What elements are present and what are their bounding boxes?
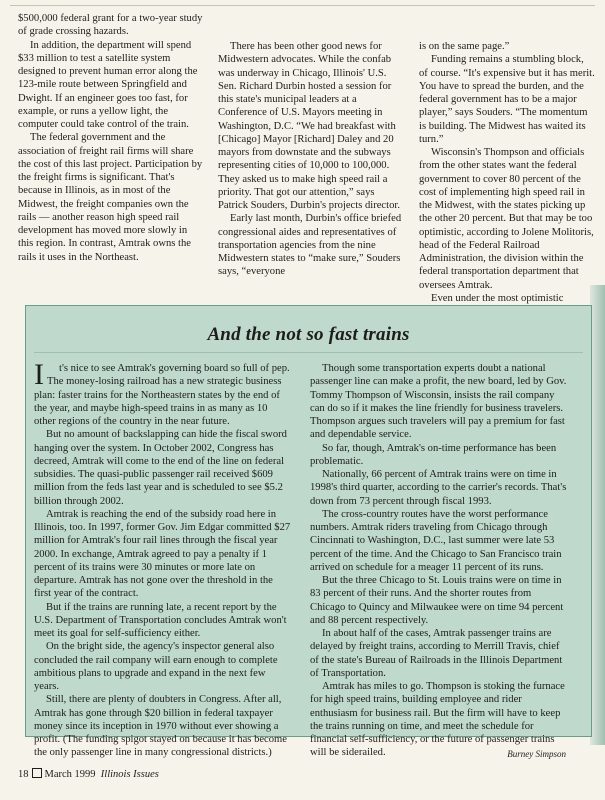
paragraph: The cross-country routes have the worst performance numbers. Amtrak riders traveling from Chicago through Cincinnati to Washington, D.C., last summer were late 53 percent of the time. And the Chicago to San Francisco train arrived on schedule for a meager 11 percent of its runs. xyxy=(310,508,562,573)
square-bullet-icon xyxy=(32,768,42,778)
paragraph: In about half of the cases, Amtrak passenger trains are delayed by freight trains, according to Merrill Travis, chief of the state's Bureau of Railroads in the Illinois Department of Transportation. xyxy=(310,628,563,679)
sidebar-title: And the not so fast trains xyxy=(207,324,410,345)
paragraph: Funding remains a stumbling block, of course. “It's expensive but it has merit. You have to spread the burden, and the federal government has to be a major player,” says Souders. “The momentum is building. The Midwest has waited its turn.” xyxy=(419,54,595,145)
paragraph: Still, there are plenty of doubters in Congress. After all, Amtrak has gone through $20 billion in federal taxpayer money since its inception in 1970 without ever showing a profit. (The funding spigot stayed on because it has become the only passenger line in many congressional districts.) xyxy=(34,694,288,759)
paragraph: Early last month, Durbin's office briefed congressional aides and representatives of transportation agencies from the nine Midwestern states to “make sure,” Souders says, “everyone xyxy=(218,213,402,278)
paragraph: But if the trains are running late, a recent report by the U.S. Department of Transportation concludes Amtrak won't meet its goal for self-sufficiency either. xyxy=(34,601,287,639)
paragraph: is on the same page.” xyxy=(419,41,510,52)
sidebar-divider xyxy=(34,352,583,353)
paragraph xyxy=(34,358,291,428)
drop-cap: I xyxy=(34,358,44,391)
article-column-2 xyxy=(218,40,404,279)
paragraph: Though some transportation experts doubt a national passenger line can make a profit, the new board, led by Gov. Tommy Thompson of Wisconsin, insists the rail company can do so if it makes the line friendly for business travelers. Thompson argues such travelers will pay a premium for fast and dependable service. xyxy=(310,363,567,441)
paragraph: So far, though, Amtrak's on-time performance has been problematic. xyxy=(310,442,557,467)
paragraph: Amtrak is reaching the end of the subsidy road here in Illinois, too. In 1997, former Gov. Jim Edgar committed $27 million for Amtrak's four rail lines through the fiscal year 2000. In exchange, Amtrak agreed to pay a penalty if 1 percent of its trains were 30 minutes or more late on departure. Amtrak has not gone over the threshold in the first year of the contract. xyxy=(34,508,291,600)
paragraph: On the bright side, the agency's inspector general also concluded the rail company will earn enough to complete ambitious plans to upgrade and expand in the next few years. xyxy=(34,641,278,692)
paragraph: Amtrak has miles to go. Thompson is stoking the furnace for high speed trains, building employee and rider enthusiasm for business rail. But the firm will have to keep the trains running on time, and meet the schedule for financial self-sufficiency, or the future of passenger trains will be siderailed. xyxy=(310,681,565,759)
paragraph-text: t's nice to see Amtrak's governing board so full of pep. The money-losing railroad has a new strategic business plan: faster trains for the Northeastern states by the end of the year, and maybe high-speed trains in as many as 10 other regions of the country in the near future. xyxy=(34,363,290,427)
page-footer xyxy=(18,768,159,780)
paragraph: There has been other good news for Midwestern advocates. While the confab was underway in Chicago, Illinois' U.S. Sen. Richard Durbin hosted a session for this state's municipal leaders at a Conference of U.S. Mayors meeting in Washington, D.C. “We had breakfast with [Chicago] Mayor [Richard] Daley and 20 mayors from downstate and the subways representing cities of 10,000 to 100,000. They asked us to make high speed rail a priority. That got our attention,” says Patrick Souders, Durbin's projects director. xyxy=(218,41,400,211)
paragraph: But the three Chicago to St. Louis trains were on time in 83 percent of their runs. And the shorter routes from Chicago to Quincy and Milwaukee were on time 94 percent and 88 percent respectively. xyxy=(310,575,564,626)
paragraph: Wisconsin's Thompson and officials from the other states want the federal government to cover 80 percent of the cost of implementing high speed rail in the Midwest, with the states picking up the other 20 percent. But that may be too optimistic, according to Jolene Molitoris, head of the Federal Railroad Administration, the division within the federal transportation department that oversees Amtrak. xyxy=(419,147,594,291)
issue-date: March 1999 xyxy=(44,769,96,780)
sidebar-column-2 xyxy=(310,362,568,761)
paragraph: Nationally, 66 percent of Amtrak trains were on time in 1998's third quarter, according to the carrier's records. That's down from 73 percent through fiscal 1993. xyxy=(310,469,567,507)
article-column-1 xyxy=(18,12,203,264)
paragraph: Even under the most optimistic xyxy=(431,292,564,304)
paragraph: In addition, the department will spend $33 million to test a satellite system designed to prevent human error along the 123-mile route between Springfield and Dwight. If an engineer goes too fast, for example, or runs a yellow light, the computer could take control of the train. xyxy=(18,39,198,130)
publication-name: Illinois Issues xyxy=(100,769,159,780)
paragraph: The federal government and the association of freight rail firms will share the cost of this last project. Participation by the freight firms is significant. That's because in Illinois, as in most of the Midwest, the freight companies own the rails — another reason high speed rail development has moved more slowly in this region. In contrast, Amtrak owns the rails it uses in the Northeast. xyxy=(18,132,203,263)
sidebar-box xyxy=(25,305,592,759)
paragraph: $500,000 federal grant for a two-year study of grade crossing hazards. xyxy=(18,13,203,38)
page-number: 18 xyxy=(18,769,29,780)
sidebar-column-1 xyxy=(34,358,291,760)
author-credit: Burney Simpson xyxy=(507,748,566,759)
page-edge-shadow xyxy=(590,285,605,745)
top-rule xyxy=(10,5,595,6)
paragraph: But no amount of backslapping can hide the fiscal sword hanging over the system. In October 2002, Congress has decreed, Amtrak will come to the end of the line on federal subsidies. The quasi-public passenger rail received $609 million from the feds last year and is scheduled to see $5.2 billion through 2002. xyxy=(34,429,287,507)
article-column-3 xyxy=(419,40,595,305)
